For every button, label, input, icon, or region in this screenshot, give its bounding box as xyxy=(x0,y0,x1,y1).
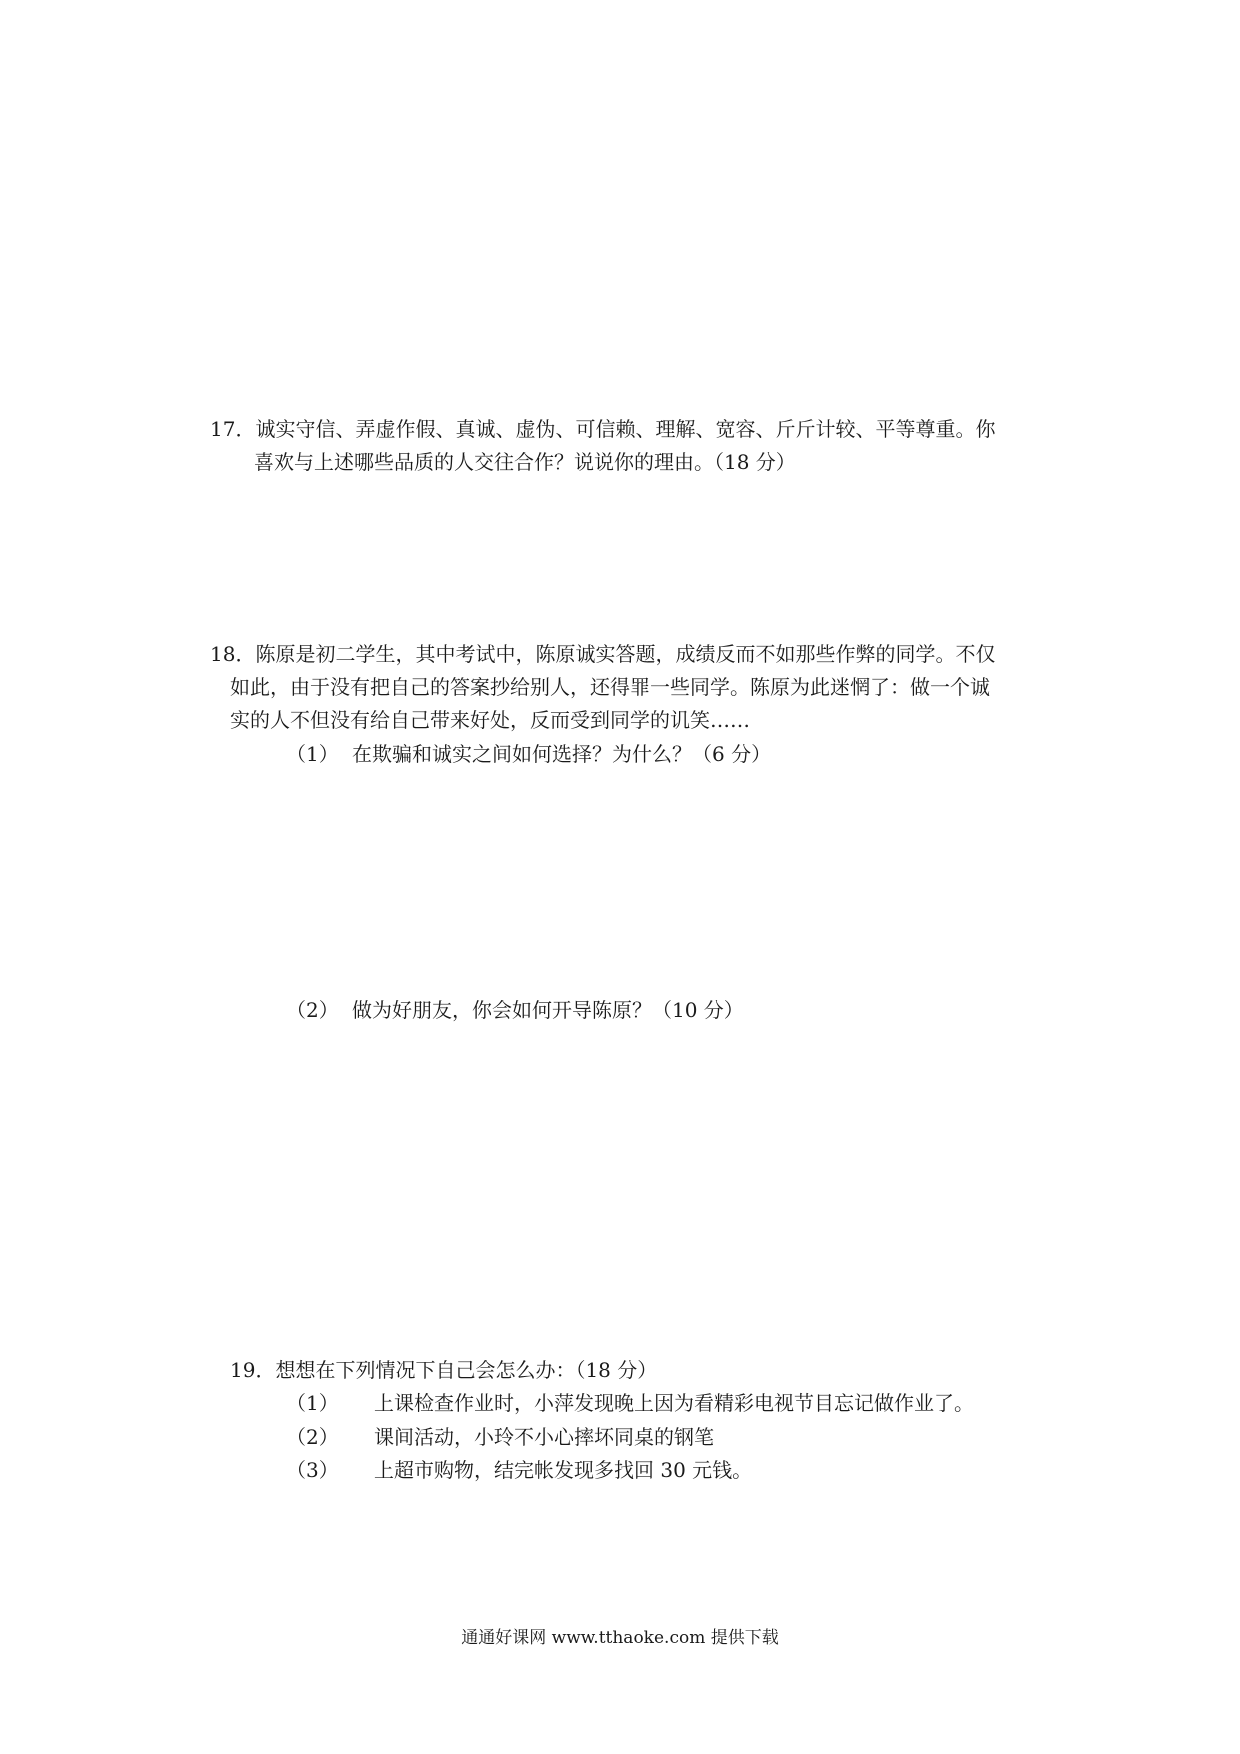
q18-sub-2 xyxy=(286,996,1086,1024)
q19-sub-2 xyxy=(286,1423,1106,1451)
q19-sub-1-text: 上课检查作业时，小萍发现晚上因为看精彩电视节目忘记做作业了。 xyxy=(374,1391,974,1415)
q19-line-1: 19．想想在下列情况下自己会怎么办：（18 分） xyxy=(230,1358,658,1382)
q17-line-1: 17．诚实守信、弄虚作假、真诚、虚伪、可信赖、理解、宽容、斤斤计较、平等尊重。你 xyxy=(210,417,996,441)
q17-line-2: 喜欢与上述哪些品质的人交往合作？说说你的理由。（18 分） xyxy=(254,450,796,474)
q18-sub-1-label: （1） xyxy=(286,742,339,766)
q19-sub-1 xyxy=(286,1389,1106,1417)
q19-sub-3-text: 上超市购物，结完帐发现多找回 30 元钱。 xyxy=(374,1458,753,1482)
q18-line-2: 如此，由于没有把自己的答案抄给别人，还得罪一些同学。陈原为此迷惘了：做一个诚 xyxy=(230,675,990,699)
q18-line-3: 实的人不但没有给自己带来好处，反而受到同学的讥笑…… xyxy=(230,708,750,732)
footer-download-note: 通通好课网 www.tthaoke.com 提供下载 xyxy=(461,1628,779,1648)
q18-line-1: 18．陈原是初二学生，其中考试中，陈原诚实答题，成绩反而不如那些作弊的同学。不仅 xyxy=(210,642,996,666)
q19-sub-3 xyxy=(286,1456,1106,1484)
q19-sub-1-label: （1） xyxy=(286,1391,339,1415)
q19-sub-3-label: （3） xyxy=(286,1458,339,1482)
q19-sub-2-text: 课间活动，小玲不小心摔坏同桌的钢笔 xyxy=(374,1425,714,1449)
q18-sub-2-label: （2） xyxy=(286,998,339,1022)
q18-sub-1-text: 在欺骗和诚实之间如何选择？为什么？（6 分） xyxy=(352,742,772,766)
q18-sub-2-text: 做为好朋友，你会如何开导陈原？（10 分） xyxy=(352,998,744,1022)
q19-sub-2-label: （2） xyxy=(286,1425,339,1449)
q18-sub-1 xyxy=(286,740,1086,768)
